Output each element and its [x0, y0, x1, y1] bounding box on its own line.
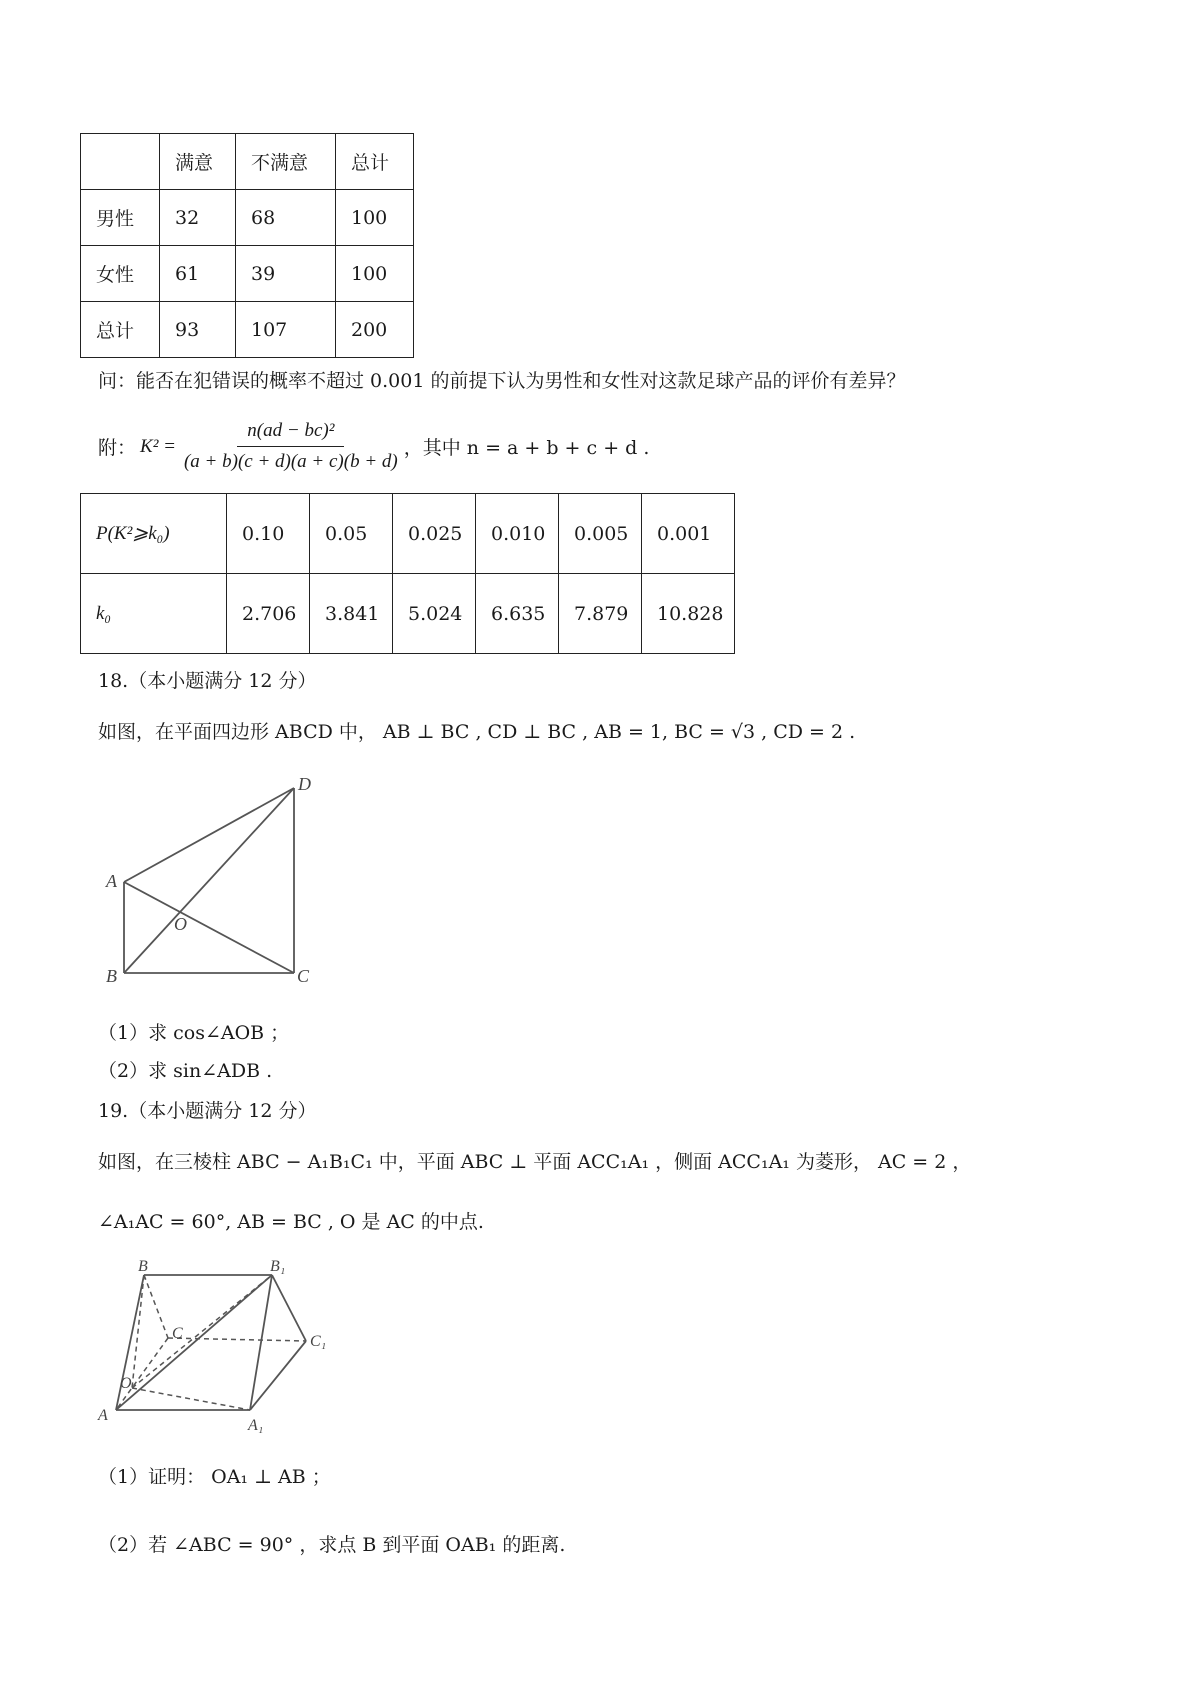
vertex-label-d: D: [298, 774, 311, 794]
vertex-label-b: B: [106, 966, 117, 986]
vertex-label-b: B: [138, 1258, 148, 1275]
table-row: [81, 246, 414, 302]
formula-denominator: (a + b)(c + d)(a + c)(b + d): [183, 451, 398, 472]
problem-19-part-1: （1）证明： OA₁ ⊥ AB ；: [98, 1466, 331, 1488]
table-cell: 7.879: [559, 574, 642, 654]
point-label-o: O: [174, 914, 187, 934]
table-cell: 61: [160, 246, 236, 302]
vertex-label-a: A: [98, 1407, 108, 1424]
table-cell: 5.024: [393, 574, 476, 654]
table-cell: 0.010: [476, 494, 559, 574]
table-cell: 93: [160, 302, 236, 358]
formula-lhs: K² =: [140, 435, 176, 457]
table-cell: 0.025: [393, 494, 476, 574]
table-header-cell: 总计: [336, 134, 414, 190]
problem-18-part-2: （2）求 sin∠ADB .: [98, 1060, 273, 1082]
vertex-label-b1: B₁: [270, 1258, 286, 1275]
problem-19-header: 19.（本小题满分 12 分）: [98, 1100, 317, 1122]
problem-19-statement-line-2: ∠A₁AC = 60°, AB = BC , O 是 AC 的中点.: [98, 1211, 484, 1233]
table-cell: [81, 134, 160, 190]
table-cell: 100: [336, 246, 414, 302]
table-cell: 6.635: [476, 574, 559, 654]
table-row: [81, 494, 735, 574]
survey-table: [80, 133, 414, 358]
problem-19-part-2: （2）若 ∠ABC = 90° ，求点 B 到平面 OAB₁ 的距离.: [98, 1534, 566, 1556]
vertex-label-c1: C₁: [310, 1333, 327, 1350]
point-label-o: O: [120, 1375, 132, 1392]
table-cell: 100: [336, 190, 414, 246]
table-row: [81, 574, 735, 654]
quadrilateral-abcd-figure: [96, 770, 326, 992]
vertex-label-a: A: [106, 871, 117, 891]
table-row: [81, 134, 414, 190]
problem-18-part-1: （1）求 cos∠AOB ；: [98, 1022, 290, 1044]
table-cell: 68: [236, 190, 336, 246]
problem-19-statement-line-1: 如图，在三棱柱 ABC − A₁B₁C₁ 中，平面 ABC ⊥ 平面 ACC₁A₁ ，侧面 ACC₁A₁ 为菱形， AC = 2 ，: [98, 1151, 972, 1173]
vertex-label-c: C: [172, 1325, 183, 1342]
table-cell: 3.841: [310, 574, 393, 654]
table-cell: 10.828: [642, 574, 735, 654]
vertex-label-a1: A₁: [248, 1417, 264, 1434]
table-cell: 107: [236, 302, 336, 358]
table-cell: 2.706: [227, 574, 310, 654]
table-row: [81, 302, 414, 358]
vertex-label-c: C: [297, 966, 310, 986]
table-cell: 0.10: [227, 494, 310, 574]
problem-18-statement: 如图，在平面四边形 ABCD 中， AB ⊥ BC , CD ⊥ BC , AB = 1, BC = √3 , CD = 2 .: [98, 721, 856, 743]
table-row-label: 女性: [81, 246, 160, 302]
problem-18-header: 18.（本小题满分 12 分）: [98, 670, 317, 692]
appendix-formula: [98, 420, 649, 473]
table-cell: 0.001: [642, 494, 735, 574]
table-cell: 0.05: [310, 494, 393, 574]
table-header-cell: 不满意: [236, 134, 336, 190]
k2-critical-value-table: [80, 493, 735, 654]
table-cell: 200: [336, 302, 414, 358]
table-cell: 39: [236, 246, 336, 302]
appendix-label: 附：: [98, 437, 137, 459]
table-cell: 32: [160, 190, 236, 246]
table-row-label: 总计: [81, 302, 160, 358]
table-row: [81, 190, 414, 246]
table-header-cell: 满意: [160, 134, 236, 190]
question-text: 问：能否在犯错误的概率不超过 0.001 的前提下认为男性和女性对这款足球产品的评价有差异？: [98, 370, 906, 392]
table-cell: 0.005: [559, 494, 642, 574]
formula-numerator: n(ad − bc)²: [237, 420, 344, 447]
formula-suffix: ，其中 n = a + b + c + d .: [403, 437, 650, 459]
formula-fraction: [184, 420, 398, 473]
triangular-prism-figure: [92, 1258, 352, 1438]
table-row-label: 男性: [81, 190, 160, 246]
table-row-label: P(K²⩾k₀): [81, 494, 227, 574]
table-row-label: k₀: [81, 574, 227, 654]
